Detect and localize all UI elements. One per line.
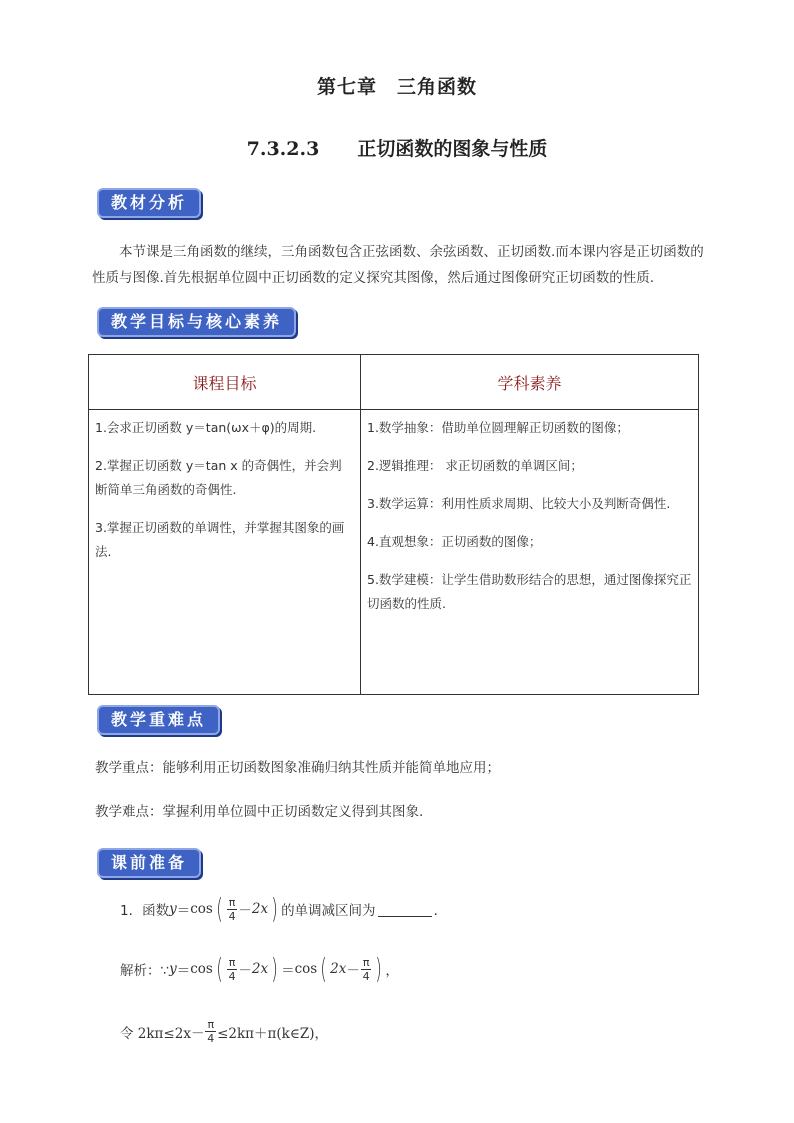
literacy-item: 5.数学建模：让学生借助数形结合的思想，通过图像探究正切函数的性质. (367, 572, 692, 611)
fraction-pi-over-4: $\frac{\pi}{4}$ (228, 955, 236, 983)
goal-item: 2.掌握正切函数 y＝tan x 的奇偶性，并会判断简单三角函数的奇偶性. (95, 458, 342, 497)
analysis-paragraph: 本节课是三角函数的继续，三角函数包含正弦函数、余弦函数、正切函数.而本课内容是正切函数的性质与图像.首先根据单位圆中正切函数的定义探究其图像，然后通过图像研究正切函数的性质. (92, 244, 704, 286)
goals-table (88, 354, 699, 695)
fraction-pi-over-4: $\frac{\pi}{4}$ (207, 1018, 215, 1045)
table-row (89, 410, 699, 695)
literacy-item: 1.数学抽象：借助单位圆理解正切函数的图像； (367, 420, 629, 435)
fraction-pi-over-4: $\frac{\pi}{4}$ (228, 895, 236, 923)
section-number: 7.3.2.3 (246, 138, 320, 160)
question-1: 1．函数 y ＝ cos ( $\frac{\pi}{4}$ － 2x ) 的单调减区间为 ． (120, 892, 448, 925)
section-title (0, 134, 794, 161)
chapter-title: 第七章 三角函数 (316, 76, 477, 98)
solution-line: 解析：∵ y ＝ cos ( $\frac{\pi}{4}$ － 2x ) ＝ cos ( 2x － $\frac{\pi}{4}$ ) ， (120, 952, 399, 985)
goal-item: 1.会求正切函数 y＝tan(ωx＋φ)的周期. (95, 420, 317, 435)
badge-preparation: 课前准备 (97, 848, 201, 878)
literacy-item: 4.直观想象：正切函数的图像； (367, 534, 542, 549)
badge-key-points: 教学重难点 (97, 705, 220, 735)
goal-item: 3.掌握正切函数的单调性，并掌握其图象的画法. (95, 520, 345, 559)
section-name: 正切函数的图象与性质 (357, 138, 548, 160)
badge-goals: 教学目标与核心素养 (97, 307, 296, 337)
table-header-row (89, 355, 699, 410)
literacy-item: 3.数学运算：利用性质求周期、比较大小及判断奇偶性. (367, 496, 671, 511)
badge-analysis: 教材分析 (97, 188, 201, 218)
fraction-pi-over-4: $\frac{\pi}{4}$ (362, 955, 370, 983)
teaching-difficulty: 教学难点：掌握利用单位圆中正切函数定义得到其图象. (95, 804, 424, 820)
header-subject-literacy: 学科素养 (361, 355, 699, 410)
answer-blank[interactable] (378, 902, 432, 917)
literacy-item: 2.逻辑推理： 求正切函数的单调区间； (367, 458, 583, 473)
teaching-focus: 教学重点：能够利用正切函数图象准确归纳其性质并能简单地应用； (95, 760, 500, 776)
literacy-cell (361, 410, 699, 695)
course-goals-cell (89, 410, 361, 695)
inequality-line: 令 2kπ≤2x－ $\frac{\pi}{4}$ ≤2kπ＋π(k∈Z)， (120, 1018, 328, 1045)
header-course-goals: 课程目标 (89, 355, 361, 410)
